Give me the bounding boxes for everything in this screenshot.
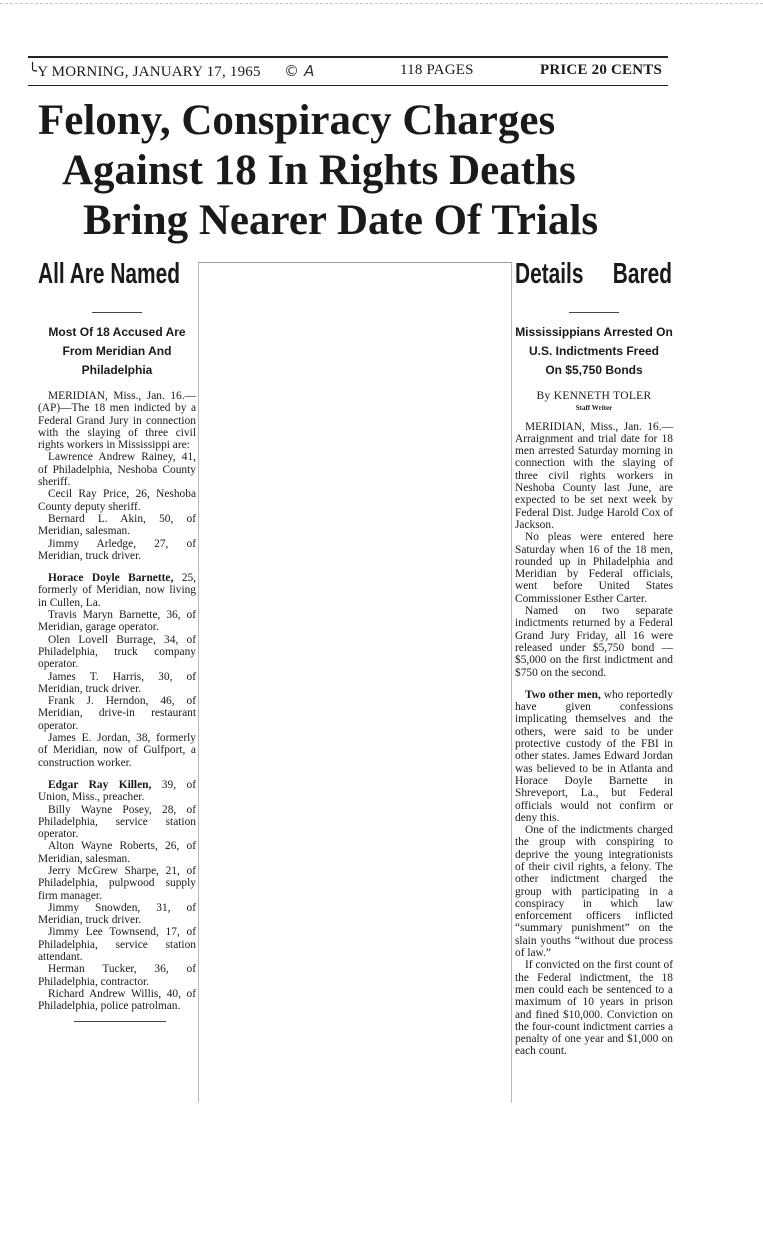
paragraph-text: MERIDIAN, Miss., Jan. 16.—(AP)—The 18 men indicted by a Federal Grand Jury in connection with the slaying of three civil rights workers in Mississippi are: bbox=[38, 390, 196, 452]
masthead-bottom-rule bbox=[28, 85, 668, 86]
paragraph-text: Cecil Ray Price, 26, Neshoba County deputy sheriff. bbox=[38, 488, 196, 513]
paragraph-text: Jimmy Arledge, 27, of Meridian, truck driver. bbox=[38, 537, 196, 562]
scan-dotted-edge bbox=[0, 3, 763, 4]
paragraph-text: Jerry McGrew Sharpe, 21, of Philadelphia, pulpwood supply firm manager. bbox=[38, 864, 196, 902]
article-paragraph bbox=[515, 689, 673, 824]
paragraph-text: who reportedly have given confessions implicating themselves and the others, were said to be under protective custody of the FBI in other states. James Edward Jordan was believed to be in Atlanta and Horace Doyle Barnette in Shreveport, La., but Federal officials would not confirm or deny this. bbox=[515, 688, 674, 824]
right-deck-line: U.S. Indictments Freed bbox=[528, 344, 660, 358]
paragraph-text: 39, of Union, Miss., preacher. bbox=[38, 778, 196, 804]
right-kicker-word: Details bbox=[515, 258, 584, 290]
paragraph-text: Alton Wayne Roberts, 26, of Meridian, salesman. bbox=[38, 840, 196, 865]
paragraph-text: Olen Lovell Burrage, 34, of Philadelphia, truck company operator. bbox=[38, 633, 196, 671]
paragraph-text: Jimmy Lee Townsend, 17, of Philadelphia, service station attendant. bbox=[38, 926, 196, 964]
right-article-body bbox=[515, 421, 673, 1058]
right-kicker-rule bbox=[569, 312, 619, 313]
masthead-date: ╰Y MORNING, JANUARY 17, 1965 bbox=[28, 64, 261, 80]
masthead bbox=[28, 56, 668, 86]
right-article-column bbox=[515, 258, 674, 1058]
paragraph-lead-in: Two other men, bbox=[525, 688, 601, 701]
right-deck bbox=[515, 323, 673, 380]
paragraph-text: James T. Harris, 30, of Meridian, truck driver. bbox=[38, 670, 196, 695]
masthead-top-rule bbox=[28, 56, 668, 58]
article-paragraph bbox=[515, 421, 673, 532]
right-kicker-word: Bared bbox=[612, 258, 672, 290]
headline-line-1: Felony, Conspiracy Charges bbox=[38, 97, 556, 144]
article-paragraph bbox=[38, 572, 196, 609]
paragraph-lead-in: Edgar Ray Killen, bbox=[48, 778, 152, 791]
paragraph-text: Richard Andrew Willis, 40, of Philadelphia, police patrolman. bbox=[38, 987, 196, 1013]
paragraph-text: Travis Maryn Barnette, 36, of Meridian, garage operator. bbox=[38, 609, 196, 634]
article-paragraph bbox=[38, 451, 196, 488]
article-paragraph bbox=[38, 488, 196, 513]
article-paragraph bbox=[38, 902, 196, 927]
paragraph-text: Named on two separate indictments returned by a Federal Grand Jury Friday, all 16 were released under $5,750 bond — $5,000 on the first indictment and $750 on the second. bbox=[515, 605, 673, 679]
byline: By KENNETH TOLER bbox=[536, 390, 652, 402]
main-headline bbox=[38, 96, 678, 246]
photo-placeholder-frame bbox=[198, 262, 512, 1103]
masthead-price: PRICE 20 CENTS bbox=[540, 62, 662, 78]
article-paragraph bbox=[38, 804, 196, 841]
article-paragraph bbox=[38, 779, 196, 804]
left-kicker: All Are Named bbox=[38, 258, 180, 290]
right-kicker bbox=[515, 258, 672, 306]
masthead-pages: 118 PAGES bbox=[400, 62, 474, 78]
article-paragraph bbox=[515, 824, 673, 959]
right-deck-line: Mississippians Arrested On bbox=[515, 325, 673, 339]
paragraph-text: James E. Jordan, 38, formerly of Meridian, now of Gulfport, a construction worker. bbox=[38, 732, 196, 769]
article-paragraph bbox=[38, 840, 196, 865]
paragraph-text: Herman Tucker, 36, of Philadelphia, contractor. bbox=[38, 963, 196, 988]
left-deck-line: Most Of 18 Accused Are bbox=[48, 325, 186, 339]
paragraph-lead-in: Horace Doyle Barnette, bbox=[48, 572, 174, 585]
paragraph-text: Jimmy Snowden, 31, of Meridian, truck driver. bbox=[38, 901, 196, 927]
article-paragraph bbox=[38, 671, 196, 696]
paragraph-text: Bernard L. Akin, 50, of Meridian, salesman. bbox=[38, 512, 196, 538]
paragraph-text: If convicted on the first count of the Federal indictment, the 18 men could each be sentenced to a maximum of 10 years in prison and fined $10,000. Conviction on the four-count indictment carries a penalty of one year and $1,000 on each count. bbox=[515, 959, 673, 1058]
article-paragraph bbox=[38, 634, 196, 671]
left-article-body bbox=[38, 390, 196, 1013]
left-kicker-rule bbox=[92, 312, 142, 313]
paragraph-text: No pleas were entered here Saturday when 16 of the 18 men, rounded up in Philadelphia and Meridian by Federal officials, went before United States Commissioner Esther Carter. bbox=[515, 531, 673, 605]
article-paragraph bbox=[38, 538, 196, 563]
headline-line-2: Against 18 In Rights Deaths bbox=[62, 147, 576, 194]
article-paragraph bbox=[38, 988, 196, 1013]
article-paragraph bbox=[515, 531, 673, 605]
left-deck-line: From Meridian And bbox=[62, 344, 172, 358]
left-deck-line: Philadelphia bbox=[81, 363, 153, 377]
article-paragraph bbox=[515, 605, 673, 679]
paragraph-text: Frank J. Herndon, 46, of Meridian, drive-in restaurant operator. bbox=[38, 695, 196, 732]
headline-line-3: Bring Nearer Date Of Trials bbox=[83, 197, 599, 244]
paragraph-text: MERIDIAN, Miss., Jan. 16.—Arraignment and trial date for 18 men arrested Saturday morning in connection with the slaying of three civil rights workers in Neshoba County last June, are expected to be set next week by Federal Dist. Judge Harold Cox of Jackson. bbox=[515, 420, 673, 531]
article-paragraph bbox=[38, 390, 196, 451]
article-paragraph bbox=[38, 513, 196, 538]
handwritten-mark: © A bbox=[284, 62, 315, 80]
article-paragraph bbox=[38, 926, 196, 963]
left-article-column bbox=[38, 258, 196, 1022]
article-paragraph bbox=[38, 963, 196, 988]
left-deck bbox=[38, 323, 196, 380]
paragraph-text: Lawrence Andrew Rainey, 41, of Philadelphia, Neshoba County sheriff. bbox=[38, 451, 196, 489]
article-paragraph bbox=[38, 732, 196, 769]
article-paragraph bbox=[38, 865, 196, 902]
article-paragraph bbox=[38, 695, 196, 732]
article-paragraph bbox=[515, 959, 673, 1057]
paragraph-text: One of the indictments charged the group with conspiring to deprive the young integrationists of their civil rights, a felony. The other indictment charged the group with participating in a conspiracy in which law enforcement officers inflicted “summary punishment” on the slain youths “without due process of law.” bbox=[515, 824, 673, 960]
paragraph-text: 25, formerly of Meridian, now living in Cullen, La. bbox=[38, 572, 196, 609]
byline-staff-title: Staff Writer bbox=[575, 404, 613, 413]
end-of-article-rule bbox=[74, 1021, 166, 1022]
paragraph-text: Billy Wayne Posey, 28, of Philadelphia, service station operator. bbox=[38, 803, 196, 841]
article-paragraph bbox=[38, 609, 196, 634]
right-deck-line: On $5,750 Bonds bbox=[545, 363, 643, 377]
